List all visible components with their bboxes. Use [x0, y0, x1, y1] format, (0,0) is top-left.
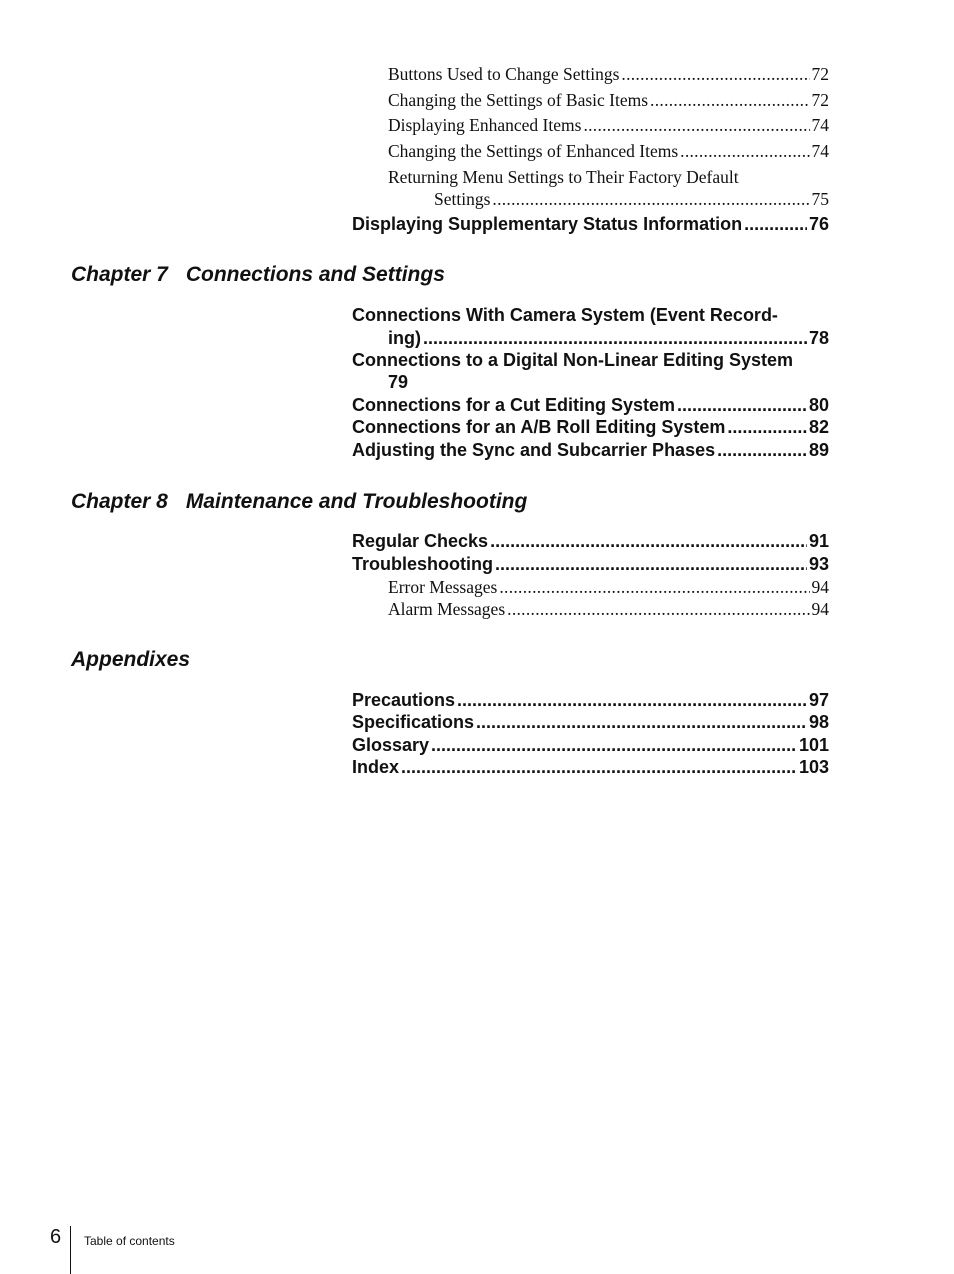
toc-entry[interactable] — [388, 577, 829, 598]
chapter-heading — [71, 263, 445, 287]
toc-entry-page: 93 — [808, 554, 829, 574]
toc-section-entry[interactable] — [352, 757, 829, 778]
leader-dots — [492, 189, 809, 210]
toc-entry-title: ing) — [388, 328, 421, 348]
toc-entry-continued[interactable] — [434, 189, 829, 210]
toc-entry-title: Displaying Enhanced Items — [388, 115, 582, 135]
toc-entry-title: Regular Checks — [352, 531, 489, 551]
leader-dots — [476, 712, 807, 733]
toc-entry-title: Buttons Used to Change Settings — [388, 64, 620, 84]
toc-entry-page: 76 — [808, 214, 829, 234]
toc-entry-title: Troubleshooting — [352, 554, 493, 574]
toc-entry-title: Precautions — [352, 690, 456, 710]
toc-section-entry[interactable] — [352, 417, 829, 438]
leader-dots — [490, 531, 807, 552]
leader-dots — [650, 90, 809, 111]
chapter-title: Maintenance and Troubleshooting — [185, 490, 528, 513]
chapter-label: Chapter 8 — [71, 490, 168, 513]
toc-entry-page: 98 — [808, 712, 829, 732]
toc-entry-title: Changing the Settings of Basic Items — [388, 90, 649, 110]
leader-dots — [423, 328, 807, 349]
leader-dots — [727, 417, 807, 438]
toc-entry-title: Connections for an A/B Roll Editing System — [352, 417, 726, 437]
toc-entry-page: 94 — [811, 599, 829, 619]
toc-entry-page: 72 — [811, 90, 829, 110]
toc-section-entry[interactable] — [352, 350, 829, 371]
toc-entry-page: 103 — [798, 757, 829, 777]
chapter-title: Connections and Settings — [185, 263, 445, 286]
toc-entry-title: Settings — [434, 189, 491, 209]
toc-entry-title: Connections to a Digital Non-Linear Editing System — [352, 350, 794, 370]
toc-entry-page: 80 — [808, 395, 829, 415]
toc-entry-title: Specifications — [352, 712, 475, 732]
toc-section-entry[interactable] — [352, 712, 829, 733]
footer-divider — [70, 1226, 71, 1274]
toc-entry-page: 97 — [808, 690, 829, 710]
toc-entry-continued[interactable] — [388, 328, 829, 349]
toc-entry-title: Adjusting the Sync and Subcarrier Phases — [352, 440, 716, 460]
leader-dots — [744, 214, 807, 235]
toc-entry-title: Index — [352, 757, 400, 777]
chapter-heading — [71, 490, 527, 514]
toc-entry-page: 79 — [388, 372, 409, 392]
leader-dots — [583, 115, 809, 136]
leader-dots — [401, 757, 797, 778]
leader-dots — [507, 599, 809, 620]
toc-entry-page: 78 — [808, 328, 829, 348]
toc-entry-page: 74 — [811, 115, 829, 135]
toc-entry-title: Glossary — [352, 735, 430, 755]
footer-section-label: Table of contents — [84, 1234, 175, 1248]
toc-section-entry[interactable] — [352, 735, 829, 756]
toc-entry-page: 82 — [808, 417, 829, 437]
page-number: 6 — [50, 1226, 62, 1248]
toc-section-entry[interactable] — [352, 305, 829, 326]
leader-dots — [495, 554, 807, 575]
toc-entry-page: 74 — [811, 141, 829, 161]
toc-entry-title: Connections With Camera System (Event Record- — [352, 305, 778, 325]
leader-dots — [677, 395, 807, 416]
toc-section-entry[interactable] — [352, 531, 829, 552]
toc-entry-title: Returning Menu Settings to Their Factory Default — [388, 167, 739, 187]
toc-entry[interactable] — [388, 115, 829, 136]
toc-entry-title: Connections for a Cut Editing System — [352, 395, 676, 415]
toc-entry-page: 89 — [808, 440, 829, 460]
toc-section-entry[interactable] — [352, 214, 829, 235]
toc-entry-page: 94 — [811, 577, 829, 597]
leader-dots — [431, 735, 797, 756]
toc-entry-title: Displaying Supplementary Status Information — [352, 214, 743, 234]
leader-dots — [621, 64, 809, 85]
toc-entry-page: 91 — [808, 531, 829, 551]
toc-entry-page: 72 — [811, 64, 829, 84]
toc-section-entry[interactable] — [352, 395, 829, 416]
leader-dots — [680, 141, 809, 162]
chapter-label: Chapter 7 — [71, 263, 168, 286]
chapter-title: Appendixes — [71, 648, 191, 671]
toc-entry-title: Changing the Settings of Enhanced Items — [388, 141, 679, 161]
toc-entry[interactable] — [388, 599, 829, 620]
appendixes-heading — [71, 648, 190, 672]
toc-entry-title: Alarm Messages — [388, 599, 506, 619]
leader-dots — [499, 577, 809, 598]
toc-entry-title: Error Messages — [388, 577, 498, 597]
toc-entry[interactable] — [388, 167, 829, 188]
leader-dots — [717, 440, 807, 461]
toc-entry-page: 101 — [798, 735, 829, 755]
toc-section-entry[interactable] — [352, 690, 829, 711]
toc-section-entry[interactable] — [352, 440, 829, 461]
toc-entry[interactable] — [388, 64, 829, 85]
toc-entry[interactable] — [388, 90, 829, 111]
leader-dots — [457, 690, 807, 711]
toc-section-entry[interactable] — [352, 554, 829, 575]
toc-entry-continued[interactable] — [388, 372, 829, 393]
toc-entry[interactable] — [388, 141, 829, 162]
toc-entry-page: 75 — [811, 189, 829, 209]
